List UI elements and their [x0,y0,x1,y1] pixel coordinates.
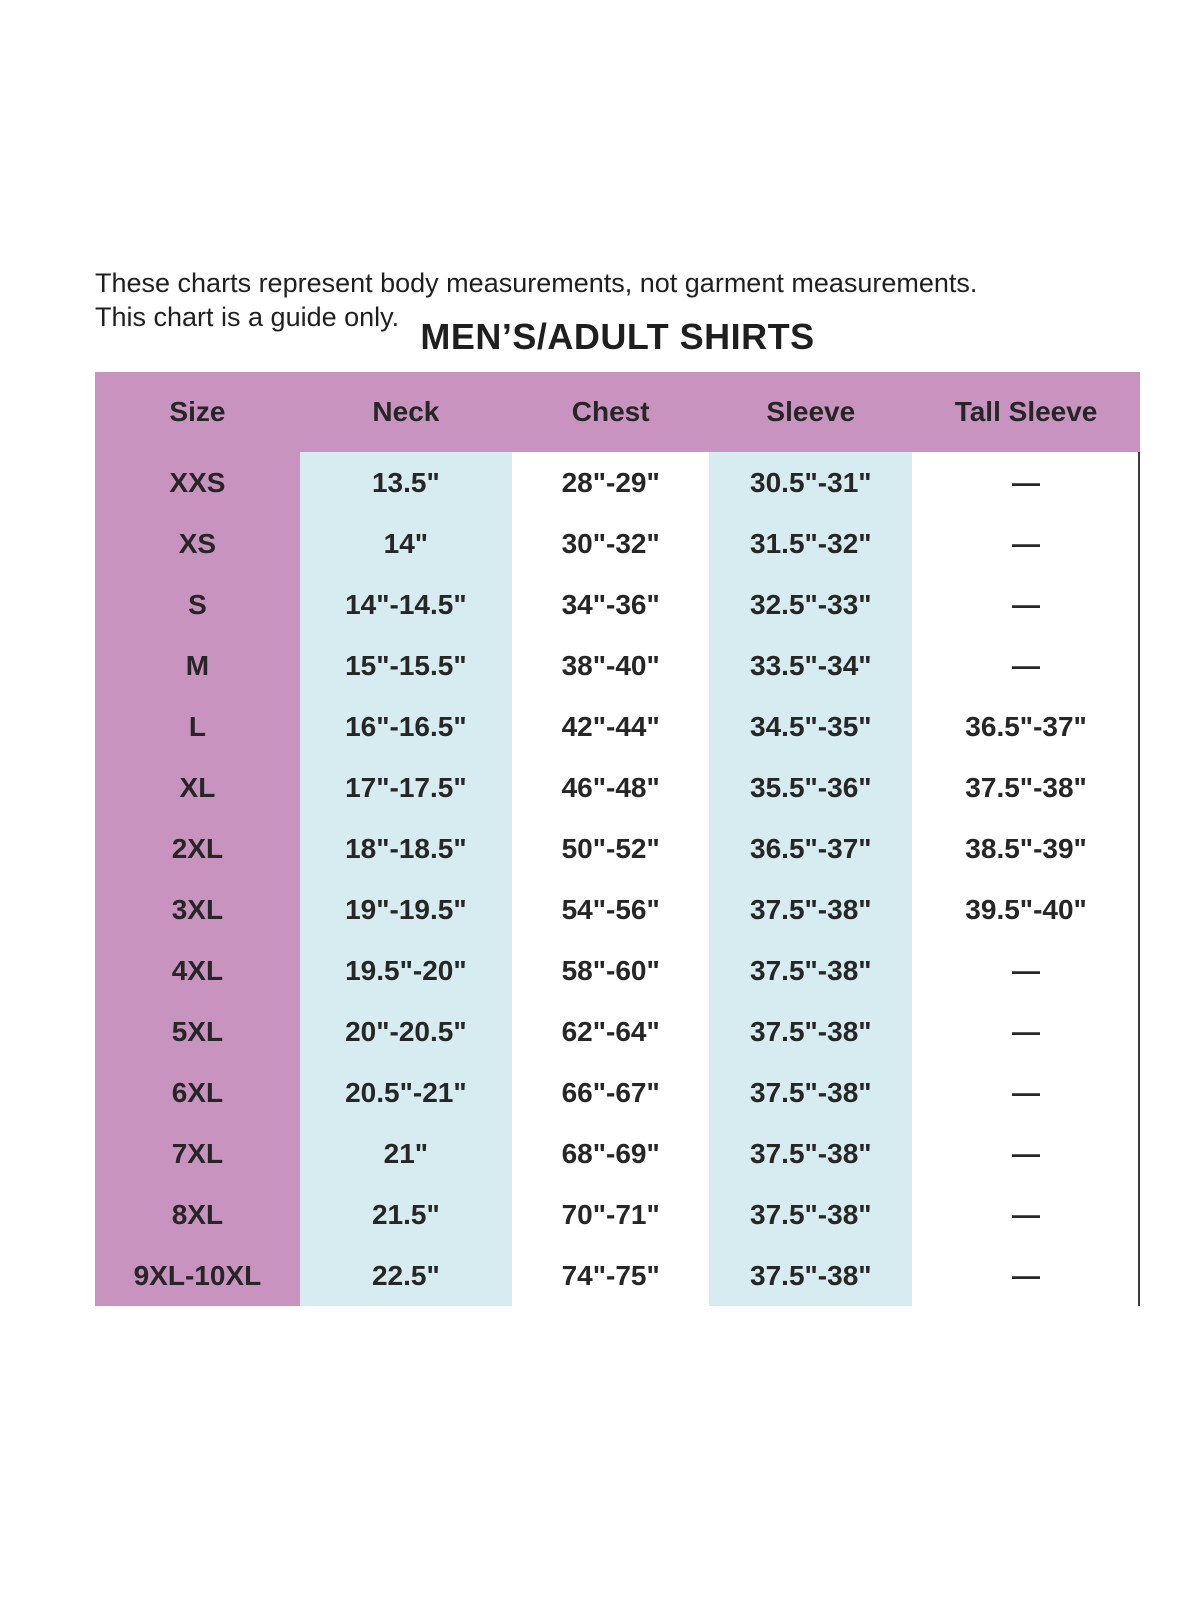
cell-chest: 34"-36" [561,588,660,620]
cell-size: 3XL [95,879,300,940]
cell-sleeve: 37.5"-38" [709,1184,912,1245]
cell-chest: 38"-40" [561,649,660,681]
cell-sleeve: 37.5"-38" [709,1123,912,1184]
cell-neck: 19.5"-20" [300,940,512,1001]
table-row-3xl [95,879,1140,940]
column-header-size: Size [169,396,226,427]
disclaimer-line-1: These charts represent body measurements, not garment measurements. [95,268,978,298]
cell-neck: 15"-15.5" [300,635,512,696]
cell-sleeve: 34.5"-35" [709,696,912,757]
cell-chest: 50"-52" [561,832,660,864]
table-row-2xl [95,818,1140,879]
cell-neck: 19"-19.5" [300,879,512,940]
table-row-4xl [95,940,1140,1001]
cell-chest: 74"-75" [561,1259,660,1291]
cell-size: 2XL [95,818,300,879]
table-row-m [95,635,1140,696]
cell-sleeve: 33.5"-34" [709,635,912,696]
cell-size: M [95,635,300,696]
cell-sleeve: 37.5"-38" [709,879,912,940]
cell-sleeve: 37.5"-38" [709,1245,912,1306]
cell-chest: 28"-29" [561,466,660,498]
cell-tall-sleeve: — [1012,954,1041,986]
table-row-9xl-10xl [95,1245,1140,1306]
cell-tall-sleeve: 38.5"-39" [965,832,1087,864]
cell-chest: 70"-71" [561,1198,660,1230]
table-row-7xl [95,1123,1140,1184]
table-row-8xl [95,1184,1140,1245]
column-header-chest: Chest [571,396,650,427]
cell-size: 9XL-10XL [95,1245,300,1306]
cell-neck: 14"-14.5" [300,574,512,635]
cell-tall-sleeve: — [1012,588,1041,620]
column-header-neck: Neck [372,396,440,427]
table-row-xxs [95,452,1140,513]
table-row-xl [95,757,1140,818]
cell-chest: 54"-56" [561,893,660,925]
table-row-6xl [95,1062,1140,1123]
cell-chest: 68"-69" [561,1137,660,1169]
cell-neck: 14" [300,513,512,574]
cell-chest: 66"-67" [561,1076,660,1108]
cell-tall-sleeve: — [1012,649,1041,681]
cell-neck: 21.5" [300,1184,512,1245]
cell-size: XXS [95,452,300,513]
table-header-row [95,372,1140,452]
cell-size: 8XL [95,1184,300,1245]
column-header-sleeve: Sleeve [766,396,856,427]
cell-chest: 62"-64" [561,1015,660,1047]
cell-neck: 22.5" [300,1245,512,1306]
cell-neck: 16"-16.5" [300,696,512,757]
cell-tall-sleeve: — [1012,466,1041,498]
cell-chest: 58"-60" [561,954,660,986]
cell-tall-sleeve: 37.5"-38" [965,771,1087,803]
cell-sleeve: 31.5"-32" [709,513,912,574]
cell-sleeve: 36.5"-37" [709,818,912,879]
cell-size: 6XL [95,1062,300,1123]
cell-sleeve: 35.5"-36" [709,757,912,818]
cell-sleeve: 37.5"-38" [709,1062,912,1123]
cell-neck: 21" [300,1123,512,1184]
table-row-xs [95,513,1140,574]
cell-size: 4XL [95,940,300,1001]
cell-size: 5XL [95,1001,300,1062]
cell-size: XL [95,757,300,818]
cell-sleeve: 32.5"-33" [709,574,912,635]
chart-title: MEN’S/ADULT SHIRTS [420,316,815,357]
table-row-5xl [95,1001,1140,1062]
cell-chest: 46"-48" [561,771,660,803]
cell-chest: 42"-44" [561,710,660,742]
cell-sleeve: 37.5"-38" [709,1001,912,1062]
disclaimer-line-2: This chart is a guide only. [95,302,400,332]
cell-size: XS [95,513,300,574]
cell-neck: 20"-20.5" [300,1001,512,1062]
cell-tall-sleeve: — [1012,1259,1041,1291]
cell-tall-sleeve: — [1012,1137,1041,1169]
cell-tall-sleeve: — [1012,1076,1041,1108]
cell-neck: 18"-18.5" [300,818,512,879]
cell-sleeve: 37.5"-38" [709,940,912,1001]
table-row-l [95,696,1140,757]
cell-neck: 13.5" [300,452,512,513]
size-chart-table [95,372,1140,1306]
cell-sleeve: 30.5"-31" [709,452,912,513]
cell-tall-sleeve: 36.5"-37" [965,710,1087,742]
table-right-border-line [1138,452,1140,1306]
cell-chest: 30"-32" [561,527,660,559]
cell-neck: 17"-17.5" [300,757,512,818]
cell-tall-sleeve: — [1012,527,1041,559]
cell-size: L [95,696,300,757]
cell-neck: 20.5"-21" [300,1062,512,1123]
cell-tall-sleeve: — [1012,1198,1041,1230]
cell-tall-sleeve: 39.5"-40" [965,893,1087,925]
table-row-s [95,574,1140,635]
table-body [95,452,1140,1306]
cell-tall-sleeve: — [1012,1015,1041,1047]
cell-size: S [95,574,300,635]
cell-size: 7XL [95,1123,300,1184]
column-header-tall-sleeve: Tall Sleeve [954,396,1098,427]
